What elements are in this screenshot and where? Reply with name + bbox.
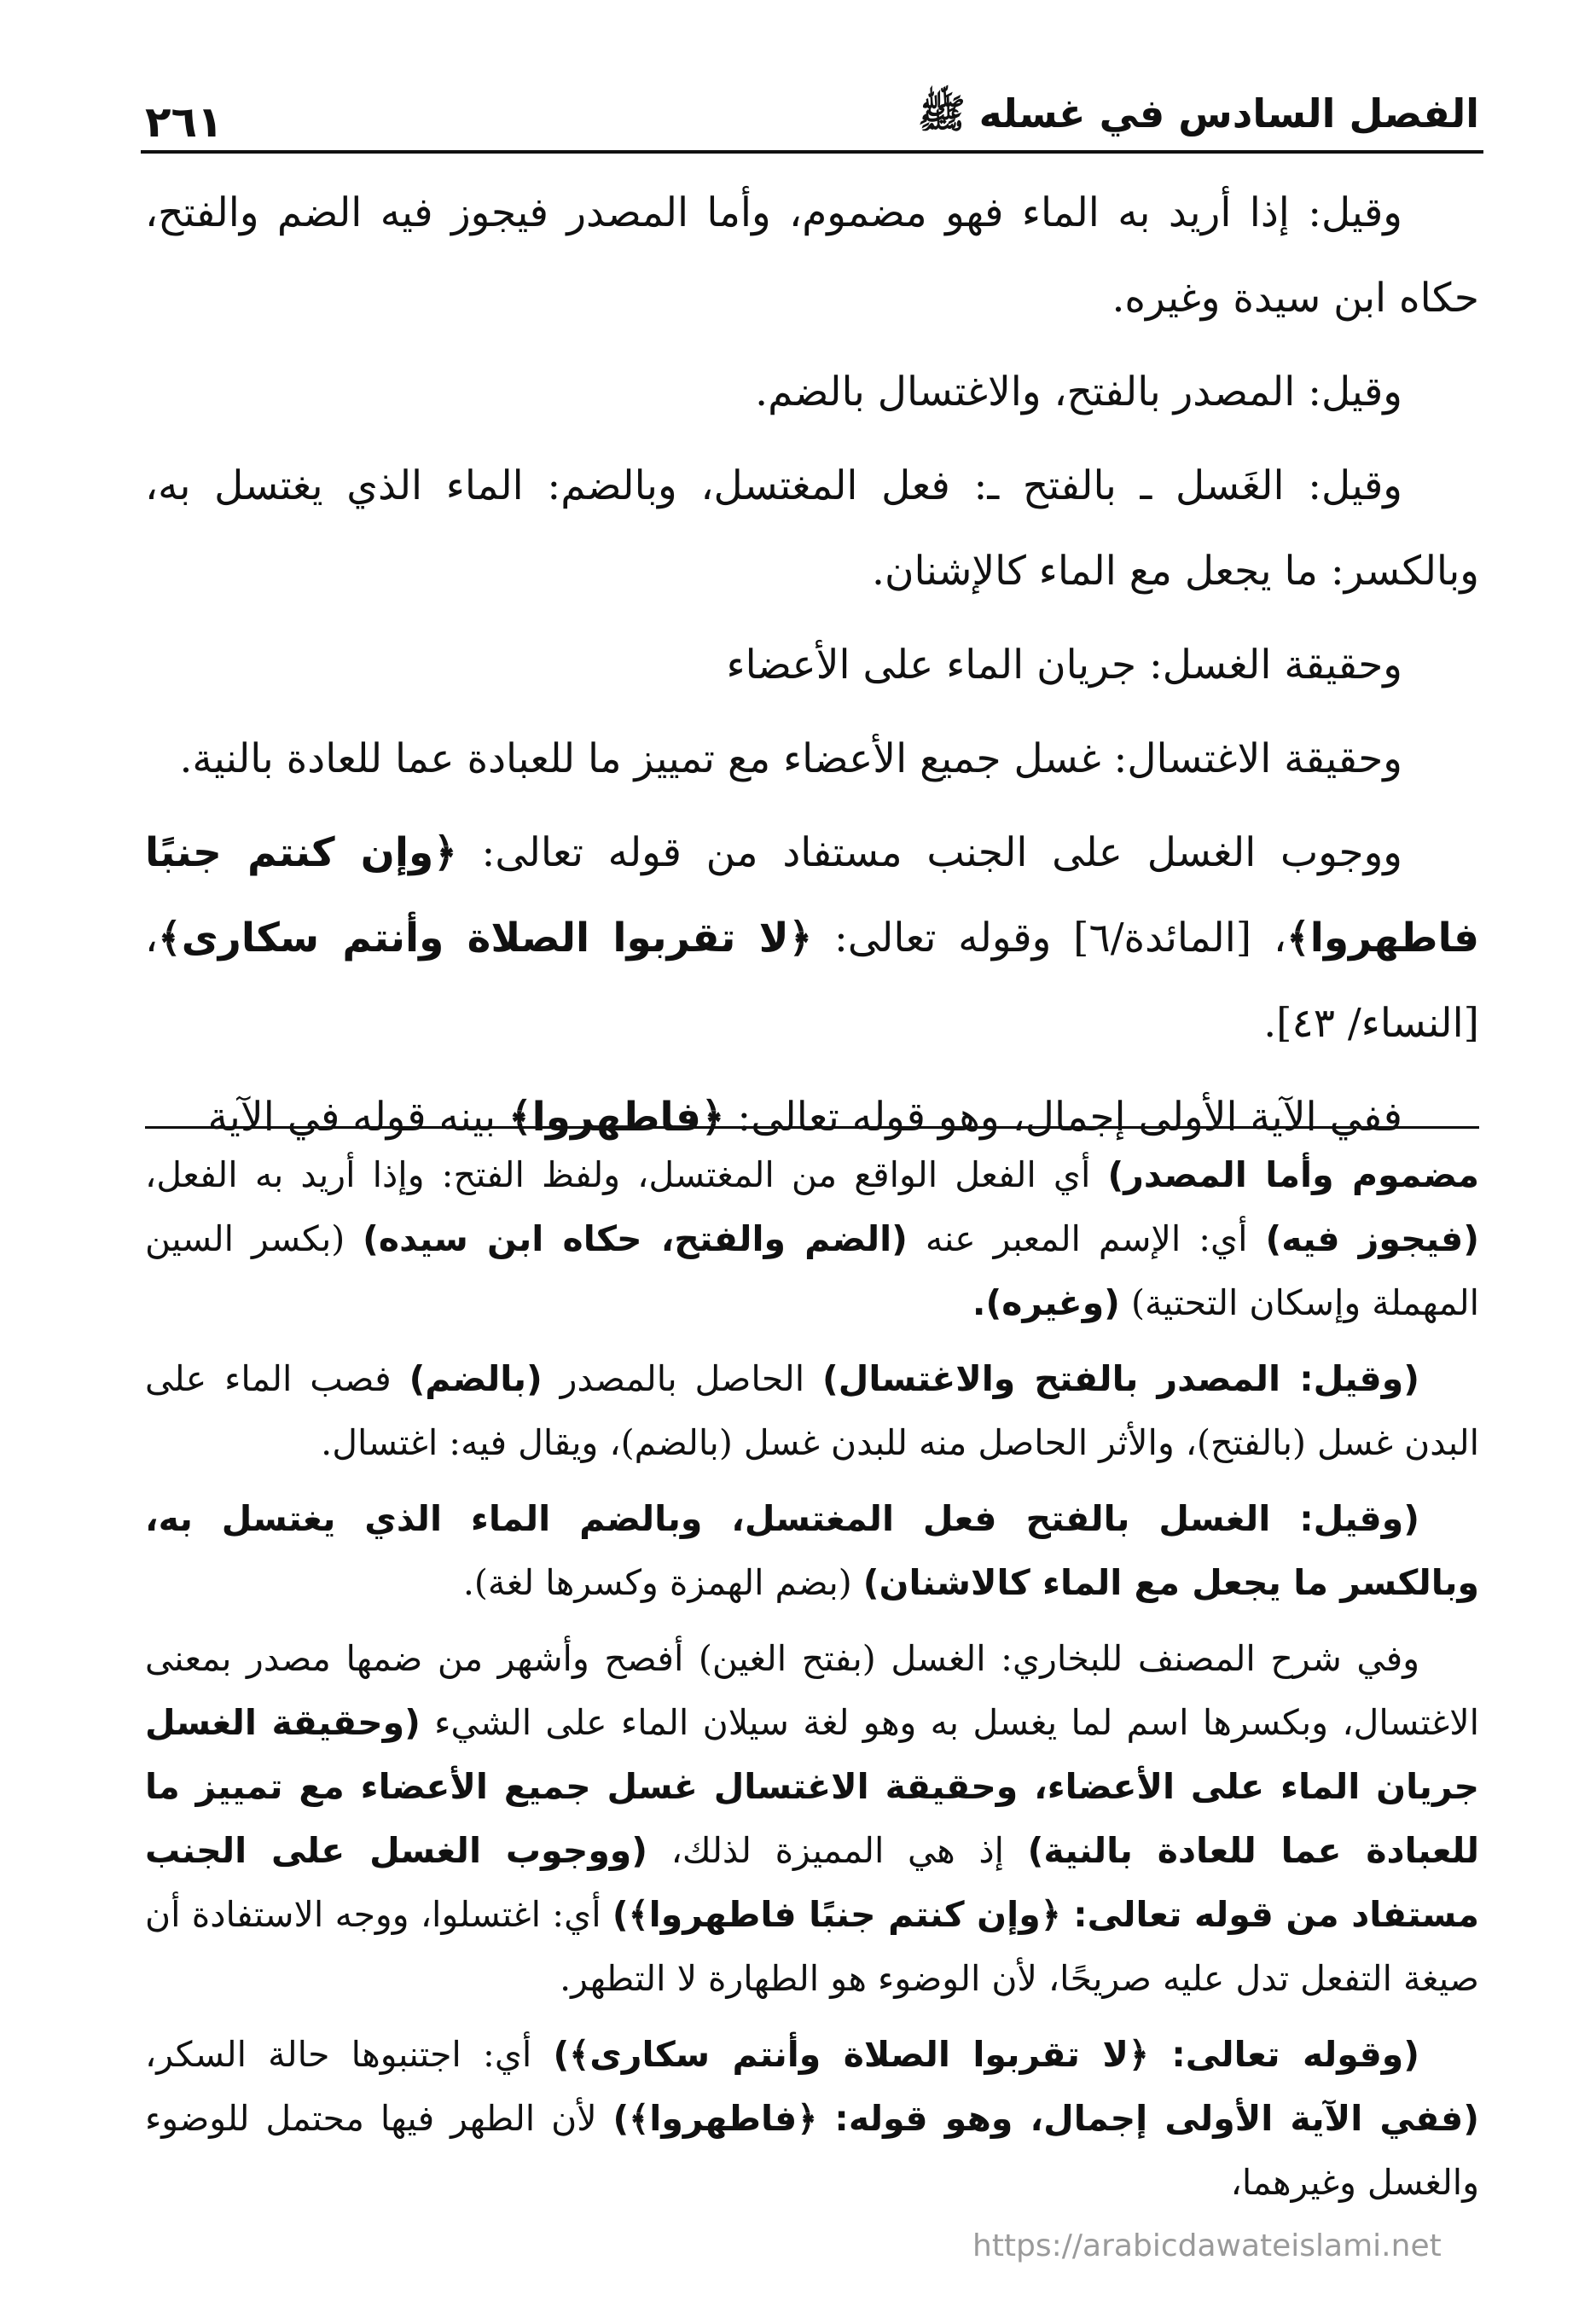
matn-quote: (وحقيقة الغسل جريان الماء على الأعضاء، وحقيقة الاغتسال غسل جميع الأعضاء مع تمييز ما للعبادة عما للعادة بالنية) <box>145 1702 1479 1871</box>
matn-quote: (وقيل: المصدر بالفتح والاغتسال) <box>822 1358 1419 1399</box>
main-paragraph-3: وقيل: الغَسل ـ بالفتح ـ: فعل المغتسل، وبالضم: الماء الذي يغتسل به، وبالكسر: ما يجعل مع الماء كالإشنان. <box>145 462 1479 595</box>
quran-quote: ﴿فاطهروا﴾ <box>508 1094 725 1141</box>
main-text <box>145 171 1479 1169</box>
commentary-paragraph-5 <box>145 2023 1479 2215</box>
matn-quote: (وقيل: الغسل بالفتح فعل المغتسل، وبالضم الماء الذي يغتسل به، وبالكسر ما يجعل مع الماء كالاشنان) <box>145 1498 1479 1603</box>
text-span: أي: اغتسلوا، ووجه الاستفادة أن صيغة التفعل تدل عليه صريحًا، لأن الوضوء هو الطهارة لا التطهر. <box>145 1894 1479 1999</box>
text-span: أي الفعل الواقع من المغتسل، ولفظ الفتح: وإذا أريد به الفعل، <box>145 1154 1108 1195</box>
text-span: أي: اجتنبوها حالة السكر، <box>145 2034 554 2075</box>
commentary-paragraph-1 <box>145 1143 1479 1335</box>
text-span: ووجوب الغسل على الجنب مستفاد من قوله تعالى: <box>456 829 1402 876</box>
main-paragraph-4: وحقيقة الغسل: جريان الماء على الأعضاء <box>726 642 1402 688</box>
commentary-text <box>145 1143 1479 2227</box>
text-span: فصب الماء على البدن غسل (بالفتح)، والأثر الحاصل منه للبدن غسل (بالضم)، ويقال فيه: اغتسال. <box>145 1358 1479 1463</box>
main-paragraph-5: وحقيقة الاغتسال: غسل جميع الأعضاء مع تمييز ما للعبادة عما للعادة بالنية. <box>179 735 1402 782</box>
text-span: الحاصل بالمصدر <box>542 1358 823 1399</box>
text-span: (بضم الهمزة وكسرها لغة). <box>462 1562 863 1603</box>
header-divider <box>141 150 1483 154</box>
matn-quote: (وغيره). <box>972 1282 1120 1323</box>
commentary-paragraph-3 <box>145 1487 1479 1615</box>
matn-quote: (ووجوب الغسل على الجنب مستفاد من قوله تعالى: ﴿وإن كنتم جنبًا فاطهروا﴾) <box>145 1830 1480 1935</box>
quran-quote: ﴿وإن كنتم جنبًا فاطهروا﴾ <box>145 829 1479 962</box>
matn-quote: (ففي الآية الأولى إجمال، وهو قوله: ﴿فاطهروا﴾) <box>612 2098 1479 2139</box>
text-span: لأن الطهر فيها محتمل للوضوء والغسل وغيرهما، <box>145 2098 1479 2203</box>
text-span: وفي شرح المصنف للبخاري: الغسل (بفتح الغين) أفصح وأشهر من ضمها مصدر بمعنى الاغتسال، وبكسرها اسم لما يغسل به وهو لغة سيلان الماء على الشيء <box>145 1638 1479 1743</box>
main-paragraph-2: وقيل: المصدر بالفتح، والاغتسال بالضم. <box>755 369 1402 415</box>
page-number: ٢٦١ <box>145 97 223 147</box>
main-paragraph-6 <box>145 810 1479 1066</box>
text-span: (بكسر السين المهملة وإسكان التحتية) <box>145 1218 1479 1323</box>
matn-quote: (الضم والفتح، حكاه ابن سيده) <box>363 1218 908 1259</box>
matn-quote: (فيجوز فيه) <box>1265 1218 1479 1259</box>
matn-quote: مضموم وأما المصدر) <box>1107 1154 1479 1195</box>
text-span: إذ هي المميزة لذلك، <box>647 1830 1028 1871</box>
text-span: بينه قوله في الآية <box>207 1094 509 1141</box>
quran-quote: ﴿لا تقربوا الصلاة وأنتم سكارى﴾ <box>158 915 813 962</box>
matn-quote: (بالضم) <box>409 1358 543 1399</box>
commentary-paragraph-4 <box>145 1627 1479 2011</box>
commentary-divider <box>145 1126 1479 1129</box>
text-span: أي: الإسم المعبر عنه <box>907 1218 1266 1259</box>
matn-quote: (وقوله تعالى: ﴿لا تقربوا الصلاة وأنتم سكارى﴾) <box>553 2034 1420 2075</box>
text-span: ففي الآية الأولى إجمال، وهو قوله تعالى: <box>724 1094 1402 1141</box>
chapter-title: الفصل السادس في غسله ﷺ <box>918 90 1479 137</box>
text-span: ، [المائدة/٦] وقوله تعالى: <box>812 915 1287 962</box>
main-paragraph-1: وقيل: إذا أريد به الماء فهو مضموم، وأما المصدر فيجوز فيه الضم والفتح، حكاه ابن سيدة وغيره. <box>145 189 1479 322</box>
watermark-url: https://arabicdawateislami.net <box>972 2228 1442 2263</box>
commentary-paragraph-2 <box>145 1347 1479 1475</box>
page-header <box>145 78 1479 147</box>
text-span: ، [النساء/ ٤٣]. <box>145 915 1479 1047</box>
